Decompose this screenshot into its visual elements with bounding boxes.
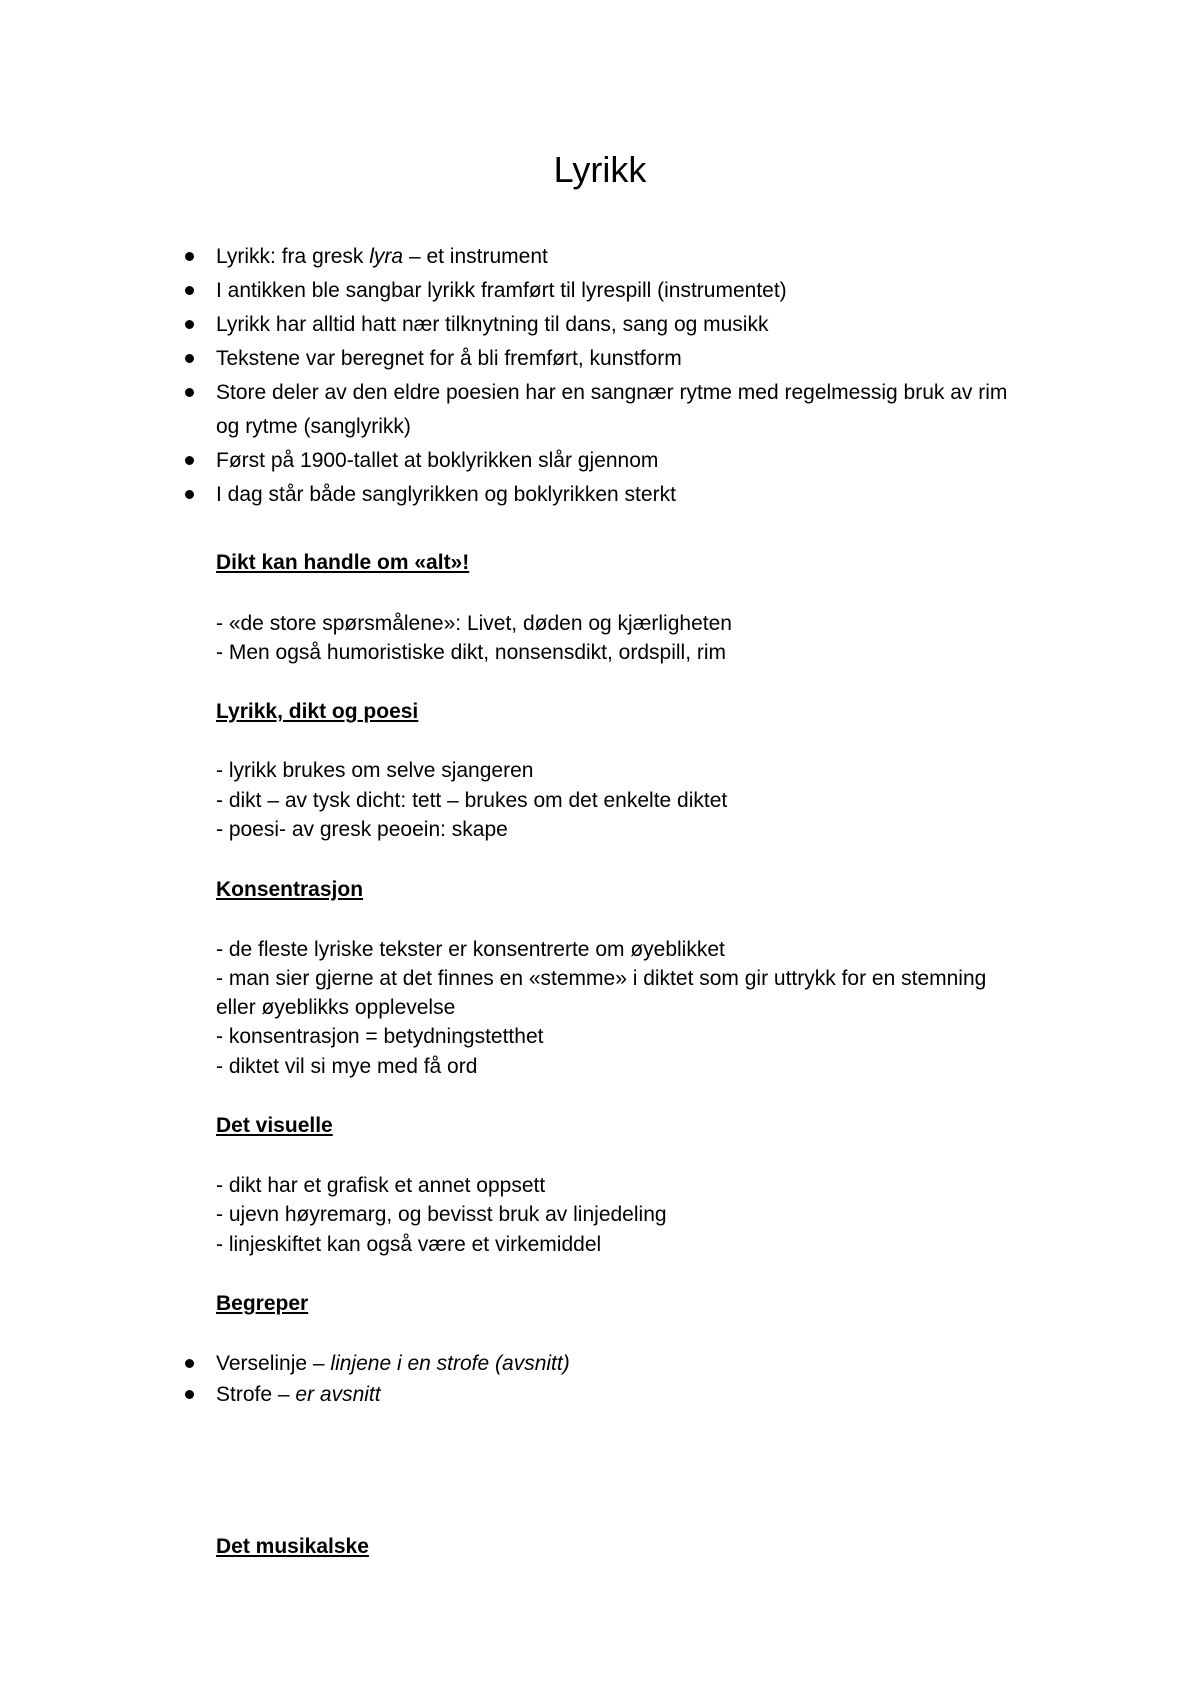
section-heading: Det musikalske [216,1535,369,1558]
list-item: eller øyeblikks opplevelse [216,996,456,1019]
bullet-icon [185,456,194,465]
list-item [216,1347,1076,1381]
term-definition: linjene i en strofe (avsnitt) [330,1352,570,1375]
term-definition: er avsnitt [295,1383,381,1406]
page-title: Lyrikk [553,149,647,190]
list-item: - diktet vil si mye med få ord [216,1055,478,1078]
term: Strofe [216,1383,273,1406]
bullet-icon [185,354,194,363]
list-item: - «de store spørsmålene»: Livet, døden og kjærligheten [216,612,732,635]
list-item [216,444,1076,478]
list-item: - de fleste lyriske tekster er konsentrerte om øyeblikket [216,938,725,961]
list-item: - dikt har et grafisk et annet oppsett [216,1174,546,1197]
list-item [216,342,1076,376]
bullet-text: Tekstene var beregnet for å bli fremført, kunstform [216,347,682,370]
list-item [216,240,1076,274]
list-item: - lyrikk brukes om selve sjangeren [216,759,534,782]
bullet-text: Først på 1900-tallet at boklyrikken slår gjennom [216,449,659,472]
list-item: - poesi- av gresk peoein: skape [216,818,508,841]
bullet-icon [185,1359,194,1368]
bullet-icon [185,252,194,261]
list-item: - Men også humoristiske dikt, nonsensdikt, ordspill, rim [216,641,727,664]
list-item [216,478,1076,512]
term-separator: – [307,1352,331,1375]
bullet-icon [185,320,194,329]
list-item: - linjeskiftet kan også være et virkemiddel [216,1233,602,1256]
bullet-text-post: – et instrument [403,245,548,268]
section-heading: Det visuelle [216,1114,333,1137]
list-item: - konsentrasjon = betydningstetthet [216,1025,544,1048]
bullet-text-line1: Store deler av den eldre poesien har en sangnær rytme med regelmessig bruk av rim [216,381,1008,404]
section-heading: Dikt kan handle om «alt»! [216,551,470,574]
bullet-text: I antikken ble sangbar lyrikk framført til lyrespill (instrumentet) [216,279,787,302]
bullet-text: Lyrikk har alltid hatt nær tilknytning til dans, sang og musikk [216,313,769,336]
list-item: - man sier gjerne at det finnes en «stemme» i diktet som gir uttrykk for en stemning [216,967,987,990]
bullet-text-line2: og rytme (sanglyrikk) [216,415,411,438]
section-heading: Lyrikk, dikt og poesi [216,700,419,723]
list-item [216,308,1076,342]
list-item: - ujevn høyremarg, og bevisst bruk av linjedeling [216,1203,667,1226]
bullet-icon [185,490,194,499]
section-heading: Konsentrasjon [216,878,364,901]
term: Verselinje [216,1352,308,1375]
bullet-text: I dag står både sanglyrikken og boklyrikken sterkt [216,483,676,506]
bullet-icon [185,286,194,295]
list-item [216,1378,1076,1412]
bullet-icon [185,1390,194,1399]
bullet-text-pre: Lyrikk: fra gresk [216,245,370,268]
list-item [216,376,1076,444]
term-separator: – [272,1383,296,1406]
list-item [216,274,1076,308]
list-item: - dikt – av tysk dicht: tett – brukes om det enkelte diktet [216,789,728,812]
section-heading: Begreper [216,1292,309,1315]
bullet-text-italic: lyra [369,245,404,268]
bullet-icon [185,388,194,397]
